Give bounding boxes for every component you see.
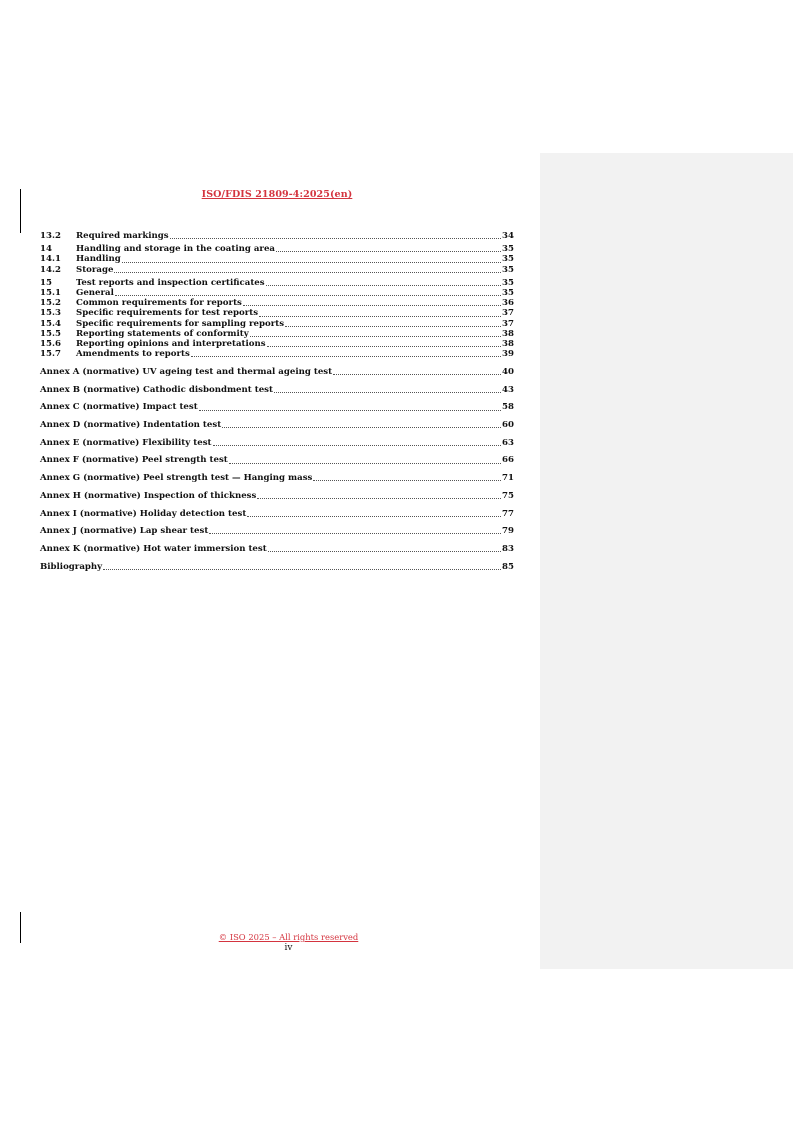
toc-entry-title: Annex I (normative) Holiday detection test [40,508,247,519]
toc-entry[interactable] [40,455,514,465]
toc-entry-title: Annex A (normative) UV ageing test and thermal ageing test [40,366,333,377]
toc-entry[interactable] [40,349,514,359]
toc-leader-dots [170,237,501,239]
toc-entry[interactable] [40,308,514,318]
toc-entry-title: Annex G (normative) Peel strength test — Hanging mass [40,473,313,484]
toc-entry[interactable] [40,339,514,349]
toc-entry[interactable] [40,438,514,448]
toc-leader-dots [268,550,501,552]
toc-entry-page: 37 [502,308,514,319]
toc-entry-title: Specific requirements for sampling reports [76,318,285,329]
toc-entry-title: Annex C (normative) Impact test [40,402,198,413]
toc-entry-number: 13.2 [40,231,61,241]
toc-entry-title: Handling and storage in the coating area [76,244,275,255]
toc-entry[interactable] [40,526,514,536]
toc-entry-title: Annex K (normative) Hot water immersion test [40,543,267,554]
toc-entry[interactable] [40,254,514,264]
toc-leader-dots [247,515,501,517]
change-bar-top [20,189,21,233]
toc-entry-page: 75 [502,490,514,501]
change-bar-bottom [20,912,21,943]
toc-entry-title: Reporting statements of conformity [76,328,249,339]
table-of-contents [40,231,514,572]
toc-leader-dots [222,426,501,428]
toc-entry-title: Annex B (normative) Cathodic disbondment test [40,384,273,395]
toc-entry[interactable] [40,385,514,395]
toc-entry-title: Annex J (normative) Lap shear test [40,526,209,537]
toc-entry-page: 60 [502,420,514,431]
toc-entry-title: Annex E (normative) Flexibility test [40,437,212,448]
toc-entry-page: 35 [502,288,514,299]
toc-entry-title: Annex F (normative) Peel strength test [40,455,228,466]
toc-leader-dots [229,462,501,464]
toc-entry[interactable] [40,231,514,241]
toc-leader-dots [259,315,501,317]
toc-entry-number: 14 [40,244,52,255]
toc-entry-title: Bibliography [40,561,103,572]
toc-leader-dots [257,497,501,499]
toc-entry-number: 15.7 [40,349,61,360]
toc-entry-page: 40 [502,366,514,377]
toc-entry-title: Annex D (normative) Indentation test [40,420,222,431]
toc-leader-dots [266,284,501,286]
toc-entry-page: 71 [502,473,514,484]
toc-entry[interactable] [40,288,514,298]
toc-leader-dots [274,391,501,393]
toc-entry[interactable] [40,402,514,412]
toc-entry-page: 36 [502,298,514,309]
toc-leader-dots [285,325,501,327]
toc-leader-dots [313,479,501,481]
toc-entry-page: 63 [502,437,514,448]
toc-entry-page: 34 [502,231,514,241]
toc-entry-title: Test reports and inspection certificates [76,277,265,288]
toc-leader-dots [103,568,501,570]
toc-entry-page: 35 [502,254,514,265]
copyright-footer[interactable]: © ISO 2025 – All rights reserved [218,932,359,942]
toc-entry-number: 14.1 [40,254,61,265]
toc-entry-title: Common requirements for reports [76,298,242,309]
toc-entry-page: 35 [502,244,514,255]
toc-leader-dots [243,304,501,306]
toc-leader-dots [276,250,501,252]
toc-entry-page: 58 [502,402,514,413]
toc-entry[interactable] [40,329,514,339]
toc-entry[interactable] [40,473,514,483]
toc-entry-page: 38 [502,339,514,350]
toc-entry-page: 37 [502,318,514,329]
toc-entry-page: 66 [502,455,514,466]
toc-entry-title: General [76,288,114,299]
toc-leader-dots [115,294,501,296]
toc-entry-number: 15.1 [40,288,61,299]
toc-entry-title: Storage [76,264,114,275]
toc-leader-dots [333,373,501,375]
toc-entry-number: 14.2 [40,264,61,275]
toc-leader-dots [250,335,501,337]
toc-entry-page: 43 [502,384,514,395]
toc-entry-title: Specific requirements for test reports [76,308,259,319]
toc-entry-title: Annex H (normative) Inspection of thickness [40,490,257,501]
toc-entry-page: 85 [502,561,514,572]
toc-entry[interactable] [40,509,514,519]
comment-pane [540,153,793,969]
toc-entry-number: 15 [40,277,52,288]
toc-entry-page: 38 [502,328,514,339]
toc-entry[interactable] [40,491,514,501]
toc-entry[interactable] [40,562,514,572]
toc-entry-number: 15.5 [40,328,61,339]
toc-leader-dots [209,532,501,534]
toc-entry[interactable] [40,278,514,288]
page-number: iv [284,943,293,953]
toc-entry-number: 15.4 [40,318,61,329]
toc-entry-title: Amendments to reports [76,349,190,360]
toc-entry-number: 15.6 [40,339,61,350]
toc-entry[interactable] [40,265,514,275]
toc-leader-dots [199,409,501,411]
toc-leader-dots [114,271,501,273]
toc-entry-title: Required markings [76,231,169,241]
toc-entry-title: Reporting opinions and interpretations [76,339,266,350]
toc-entry-page: 77 [502,508,514,519]
toc-leader-dots [122,261,501,263]
toc-entry-page: 83 [502,543,514,554]
document-id-header[interactable]: ISO/FDIS 21809-4:2025(en) [201,189,353,200]
toc-entry[interactable] [40,544,514,554]
toc-entry-number: 15.2 [40,298,61,309]
toc-entry-page: 79 [502,526,514,537]
toc-entry[interactable] [40,244,514,254]
toc-entry-number: 15.3 [40,308,61,319]
toc-entry-title: Handling [76,254,121,265]
toc-entry[interactable] [40,367,514,377]
toc-entry-page: 35 [502,277,514,288]
toc-leader-dots [191,355,501,357]
toc-leader-dots [213,444,502,446]
toc-entry[interactable] [40,298,514,308]
toc-entry[interactable] [40,319,514,329]
toc-entry-page: 35 [502,264,514,275]
toc-entry[interactable] [40,420,514,430]
toc-leader-dots [267,345,501,347]
toc-entry-page: 39 [502,349,514,360]
